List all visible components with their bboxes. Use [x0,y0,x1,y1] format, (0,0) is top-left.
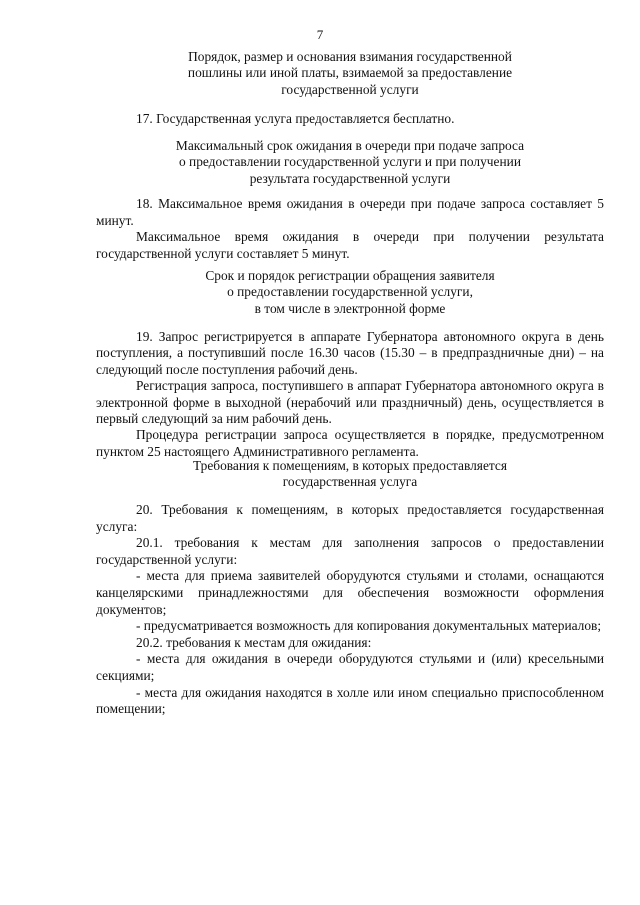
section-body-fee [96,111,604,128]
heading-line: Срок и порядок регистрации обращения заявителя [205,268,495,283]
paragraph: 20. Требования к помещениям, в которых предоставляется государственная услуга: [96,502,604,534]
section-heading-premises [96,458,604,491]
heading-line: Требования к помещениям, в которых предоставляется [192,458,508,473]
heading-line: о предоставлении государственной услуги и при получении [179,154,521,170]
section-body-registration [96,329,604,460]
page-number: 7 [316,27,324,42]
paragraph: 19. Запрос регистрируется в аппарате Губернатора автономного округа в день поступления, а поступивший после 16.30 часов (15.30 – в предпраздничные дни) – на следующий после поступления рабочий день. [96,329,604,377]
heading-line: результата государственной услуги [249,170,451,186]
paragraph: Регистрация запроса, поступившего в аппарат Губернатора автономного округа в электронной форме в выходной (нерабочий или праздничный) день, осуществляется в первый следующий за ним рабочий день. [96,378,604,427]
section-heading-waiting-time [96,138,604,187]
paragraph: - места для ожидания находятся в холле или ином специально приспособленном помещении; [96,684,604,717]
section-heading-fee [96,49,604,98]
heading-line: Порядок, размер и основания взимания государственной [188,49,512,64]
paragraph: 20.1. требования к местам для заполнения запросов о предоставлении государственной услуги: [96,535,604,567]
paragraph: 17. Государственная услуга предоставляется бесплатно. [136,111,455,126]
paragraph: - места для приема заявителей оборудуются стульями и столами, оснащаются канцелярскими принадлежностями для обеспечения возможности оформления документов; [96,568,604,617]
paragraph: Максимальное время ожидания в очереди при получении результата государственной услуги составляет 5 минут. [96,229,604,261]
paragraph: Процедура регистрации запроса осуществляется в порядке, предусмотренном пунктом 25 настоящего Административного регламента. [96,427,604,459]
paragraph: 18. Максимальное время ожидания в очереди при подаче запроса составляет 5 минут. [96,196,604,228]
heading-line: в том числе в электронной форме [254,300,446,316]
heading-line: государственная услуга [282,474,418,490]
heading-line: пошлины или иной платы, взимаемой за предоставление [187,65,513,81]
heading-line: о предоставлении государственной услуги, [227,284,473,300]
paragraph: 20.2. требования к местам для ожидания: [136,634,372,650]
paragraph: - предусматривается возможность для копирования документальных материалов; [136,618,602,634]
section-heading-registration [96,268,604,317]
heading-line: Максимальный срок ожидания в очереди при подаче запроса [175,138,525,153]
section-body-waiting-time [96,196,604,262]
heading-line: государственной услуги [281,81,419,97]
section-body-premises [96,502,604,718]
paragraph: - места для ожидания в очереди оборудуются стульями и (или) кресельными секциями; [96,651,604,683]
